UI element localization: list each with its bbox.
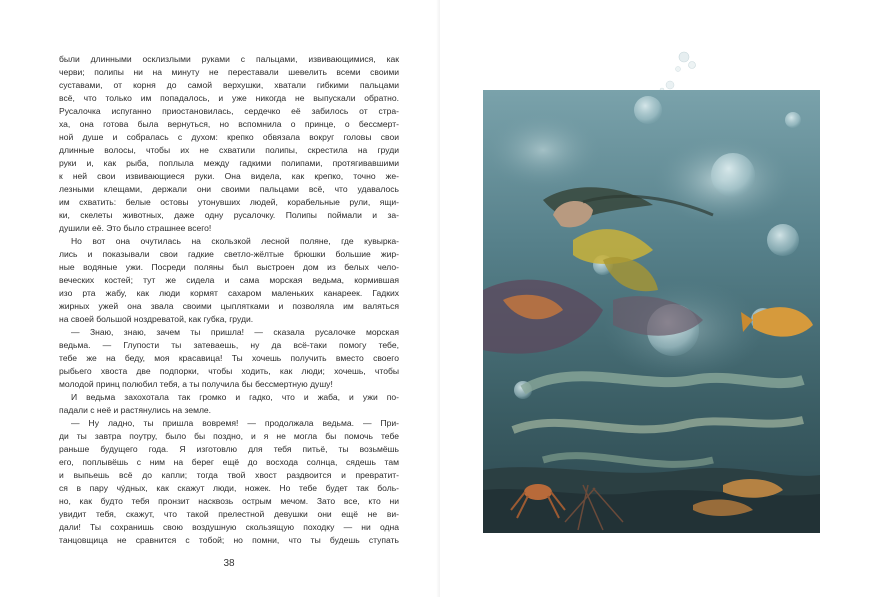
text-column [59,53,399,547]
text-line: жирных ужей она звала своими цыплятками и позволяла им валяться [59,301,399,311]
text-line: черви; полипы ни на минуту не переставали шевелить всеми своими [59,67,399,77]
text-line: суставами, от корня до самой верхушки, хватали гибкими пальцами [59,80,399,90]
text-line: рыбьего хвоста две подпорки, чтобы ходить, как люди; хочешь, чтобы [59,366,399,376]
text-line: ди ты завтра поутру, было бы поздно, и я не могла бы помочь тебе [59,431,399,441]
text-line: и выпьешь всё до капли; тогда твой хвост раздвоится и превратит- [59,470,399,480]
surface-bubbles [640,45,720,95]
text-line: руки и, как рыба, поплыла между гадкими полипами, протягивавшими [59,158,399,168]
text-line: были длинными осклизлыми руками с пальцами, извивающимися, как [59,54,399,64]
mermaid-witch-illustration [483,90,820,533]
text-line: ха, она готова была вернуться, но вспомнила о принце, о бессмерт- [59,119,399,129]
text-line: ной душе и собралась с духом: крепко обвязала вокруг головы свои [59,132,399,142]
text-line: — Знаю, знаю, зачем ты пришла! — сказала русалочке морская [71,327,399,337]
text-line: душили её. Это было страшнее всего! [59,223,212,233]
text-line: ся в пару чýдных, как скажут люди, ножек. Но тебе будет так боль- [59,483,399,493]
text-line: им схватить: белые остовы утонувших людей, корабельные рули, ящи- [59,197,399,207]
text-line: — Ну ладно, ты пришла вовремя! — продолжала ведьма. — При- [71,418,399,428]
text-line: ки, скелеты животных, даже одну русалочку. Полипы поймали и за- [59,210,399,220]
text-line: всё, что только им попадалось, и уже никогда не выпускали обратно. [59,93,399,103]
text-line: Но вот она очутилась на скользкой лесной поляне, где кувыркa- [71,236,399,246]
text-line: раньше будущего года. Я изготовлю для тебя питьё, ты возьмёшь [59,444,399,454]
text-line: лись и показывали свои гадкие светло-жёлтые брюшки большие жир- [59,249,399,259]
text-line: но, как будто тебя пронзит насквозь острым мечом. Зато все, кто ни [59,496,399,506]
text-line: падали с неё и растянулись на земле. [59,405,212,415]
text-line: Русалочка испуганно приостановилась, сердечко её забилось от стра- [59,106,399,116]
text-line: танцовщица не сравнится с тобой; но помни, что ты будешь ступать [59,535,399,545]
text-line: ные водяные ужи. Посреди поляны был выстроен дом из белых чело- [59,262,399,272]
text-line: дали! Ты сохранишь свою воздушную скользящую походку — ни одна [59,522,399,532]
text-line: к ней свои извивающиеся руки. Она видела, как крепко, точно же- [59,171,399,181]
text-line: его, поплывёшь с ним на берег ещё до восхода солнца, сядешь там [59,457,399,467]
text-line: тебе же на беду, моя красавица! Ты хочешь получить вместо своего [59,353,399,363]
text-line: увидит тебя, скажут, что такой прелестной девушки они ещё не ви- [59,509,399,519]
page-number: 38 [223,558,235,569]
text-line: веческих костей; тут же сидела и сама морская ведьма, кормившая [59,275,399,285]
text-line: изо рта жабу, как люди кормят сахаром маленьких канареек. Гадких [59,288,399,298]
text-line: И ведьма захохотала так громко и гадко, что и жаба, и ужи по- [71,392,399,402]
text-line: на своей большой ноздреватой, как губка, груди. [59,314,254,324]
text-line: длинные волосы, чтобы их не схватили полипы, скрестила на груди [59,145,399,155]
text-line: лезными клещами, держали они своими пальцами всё, что удавалось [59,184,399,194]
text-line: молодой принц полюбил тебя, а ты получила бы бессмертную душу! [59,379,333,389]
text-line: ведьма. — Глупости ты затеваешь, ну да всё-таки помогу тебе, [59,340,399,350]
